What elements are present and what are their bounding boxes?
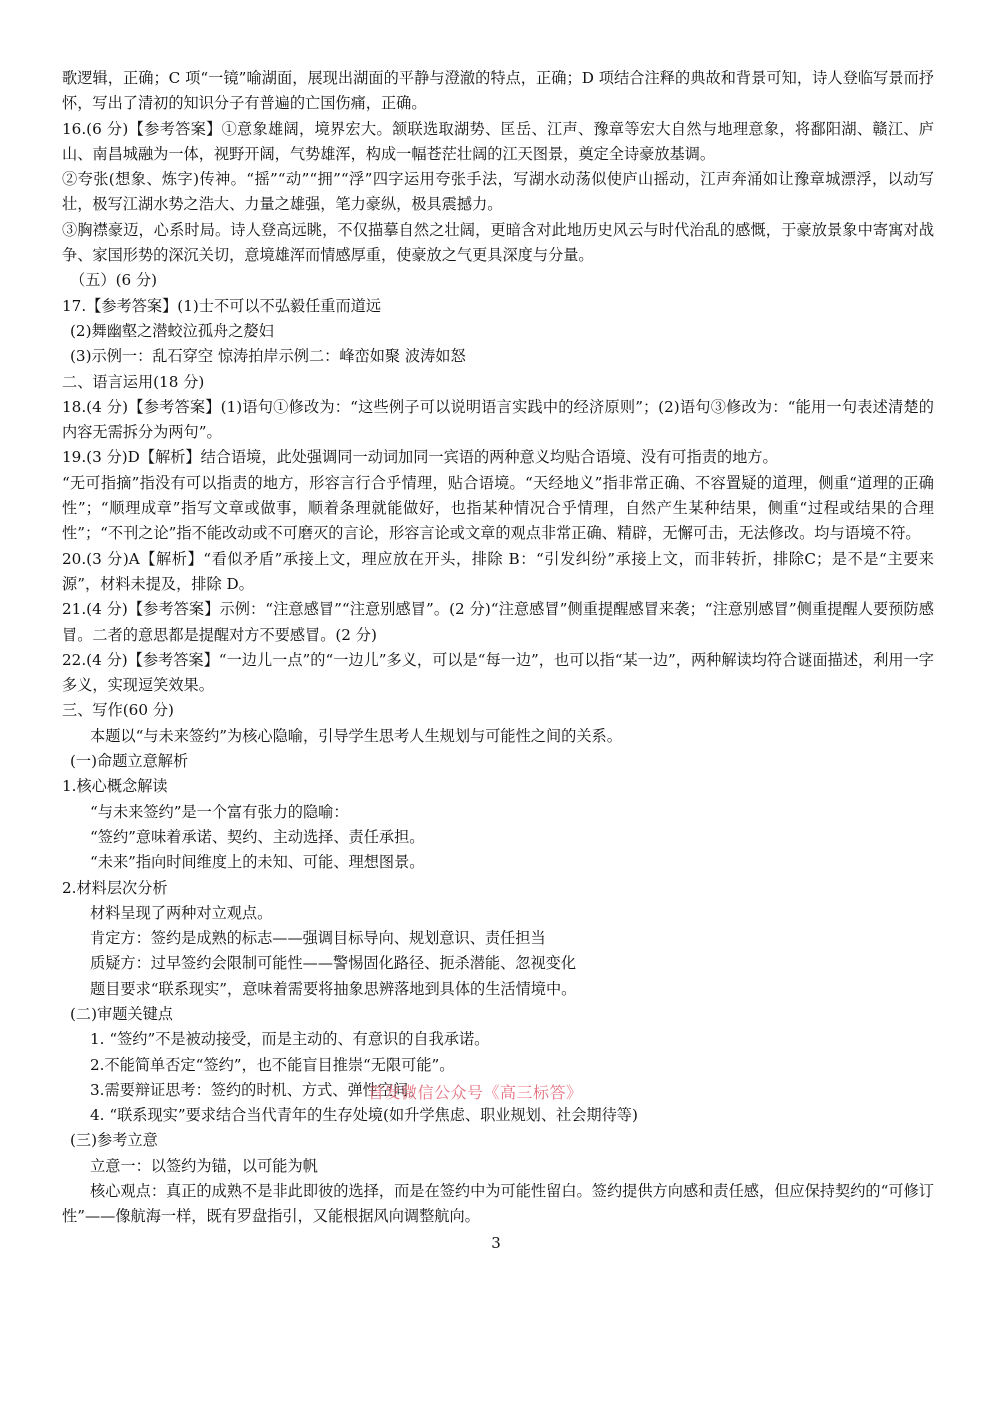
text-line: 22.(4 分)【参考答案】“一边儿一点”的“一边儿”多义，可以是“每一边”，也可以指“某一边”，两种解读均符合谜面描述，利用一字多义，实现逗笑效果。 — [62, 650, 934, 695]
text-line: 16.(6 分)【参考答案】①意象雄阔，境界宏大。颔联选取湖势、匡岳、江声、豫章等宏大自然与地理意象，将鄱阳湖、赣江、庐山、南昌城融为一体，视野开阔，气势雄浑，构成一幅苍茫壮阔的江天图景，奠定全诗豪放基调。 — [62, 119, 934, 163]
text-line: (2)舞幽壑之潜蛟泣孤舟之嫠妇 — [70, 321, 274, 340]
text-line: 题目要求“联系现实”，意味着需要将抽象思辨落地到具体的生活情境中。 — [90, 979, 577, 998]
text-line: (3)示例一：乱石穿空 惊涛拍岸示例二：峰峦如聚 波涛如怒 — [70, 347, 466, 366]
section-heading: (一)命题立意解析 — [70, 752, 189, 771]
section-heading: 二、语言运用(18 分) — [62, 372, 205, 391]
section-heading: 1.核心概念解读 — [62, 777, 168, 796]
text-line: 本题以“与未来签约”为核心隐喻，引导学生思考人生规划与可能性之间的关系。 — [90, 726, 622, 745]
section-heading: (三)参考立意 — [70, 1131, 158, 1150]
text-line: 歌逻辑，正确；C 项“一镜”喻湖面，展现出湖面的平静与澄澈的特点，正确；D 项结合注释的典故和背景可知，诗人登临写景而抒怀，写出了清初的知识分子有普遍的亡国伤痛，正确。 — [62, 69, 934, 113]
text-line: 17.【参考答案】(1)士不可以不弘毅任重而道远 — [62, 296, 382, 315]
text-line: 3.需要辩证思考：签约的时机、方式、弹性空间。 — [90, 1080, 424, 1099]
text-line: “未来”指向时间维度上的未知、可能、理想图景。 — [90, 853, 425, 872]
text-line: “签约”意味着承诺、契约、主动选择、责任承担。 — [90, 827, 425, 846]
text-line: 18.(4 分)【参考答案】(1)语句①修改为：“这些例子可以说明语言实践中的经济原则”；(2)语句③修改为：“能用一句表述清楚的内容无需拆分为两句”。 — [62, 397, 934, 442]
text-line: 1. “签约”不是被动接受，而是主动的、有意识的自我承诺。 — [90, 1030, 490, 1049]
section-heading: 三、写作(60 分) — [62, 701, 174, 720]
page-number: 3 — [491, 1234, 501, 1252]
watermark: 首发微信公众号《高三标答》 — [368, 1083, 583, 1102]
section-heading: （五）(6 分) — [70, 271, 158, 290]
text-line: 核心观点：真正的成熟不是非此即彼的选择，而是在签约中为可能性留白。签约提供方向感和责任感，但应保持契约的“可修订性”——像航海一样，既有罗盘指引，又能根据风向调整航向。 — [62, 1182, 934, 1226]
text-line: “与未来签约”是一个富有张力的隐喻： — [90, 802, 349, 821]
text-line: 19.(3 分)D【解析】结合语境，此处强调同一动词加同一宾语的两种意义均贴合语境、没有可指责的地方。 — [62, 448, 778, 467]
text-line: 4. “联系现实”要求结合当代青年的生存处境(如升学焦虑、职业规划、社会期待等) — [90, 1106, 638, 1125]
section-heading: (二)审题关键点 — [70, 1004, 173, 1023]
text-line: 材料呈现了两种对立观点。 — [90, 903, 273, 922]
section-heading: 2.材料层次分析 — [62, 878, 168, 897]
text-line: 20.(3 分)A【解析】“看似矛盾”承接上文，理应放在开头，排除 B：“引发纠纷”承接上文，而非转折，排除C；是不是“主要来源”，材料未提及，排除 D。 — [62, 549, 934, 593]
answer-text — [62, 66, 934, 1230]
text-line: ②夸张(想象、炼字)传神。“摇”“动”“拥”“浮”四字运用夸张手法，写湖水动荡似使庐山摇动，江声奔涌如让豫章城漂浮，以动写壮，极写江湖水势之浩大、力量之雄强，笔力豪纵，极具震撼力。 — [62, 170, 934, 214]
text-line: 21.(4 分)【参考答案】示例：“注意感冒”“注意别感冒”。(2 分)“注意感冒”侧重提醒感冒来袭；“注意别感冒”侧重提醒人要预防感冒。二者的意思都是提醒对方不要感冒。(2 分) — [62, 600, 934, 644]
text-line: 质疑方：过早签约会限制可能性——警惕固化路径、扼杀潜能、忽视变化 — [90, 954, 576, 973]
text-line: 2.不能简单否定“签约”，也不能盲目推崇“无限可能”。 — [90, 1055, 455, 1074]
text-line: 立意一：以签约为锚，以可能为帆 — [90, 1156, 318, 1175]
text-line: 肯定方：签约是成熟的标志——强调目标导向、规划意识、责任担当 — [90, 929, 546, 948]
text-line: ③胸襟豪迈，心系时局。诗人登高远眺，不仅描摹自然之壮阔，更暗含对此地历史风云与时代治乱的感慨，于豪放景象中寄寓对战争、家国形势的深沉关切，意境雄浑而情感厚重，使豪放之气更具深度与分量。 — [62, 220, 934, 265]
text-line: “无可指摘”指没有可以指责的地方，形容言行合乎情理，贴合语境。“天经地义”指非常正确、不容置疑的道理，侧重“道理的正确性”；“顺理成章”指写文章或做事，顺着条理就能做好，也指某种情况合乎情理，自然产生某种结果，侧重“过程或结果的合理性”；“不刊之论”指不能改动或不可磨灭的言论，形容言论或文章的观点非常正确、精辟，无懈可击，无法修改。均与语境不符。 — [62, 473, 934, 543]
